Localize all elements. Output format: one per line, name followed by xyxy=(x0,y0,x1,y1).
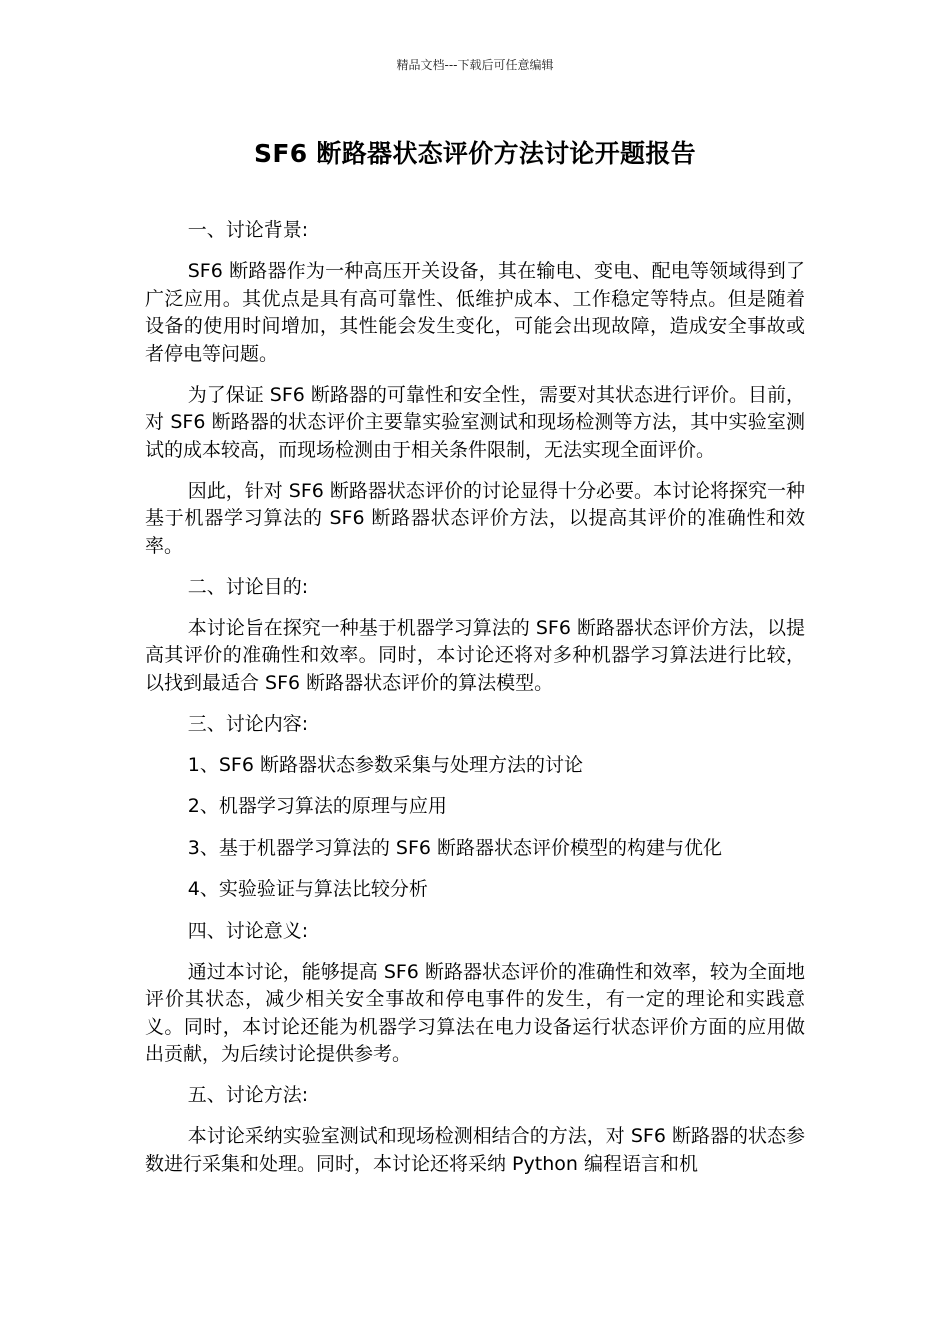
content-list-item: 4、实验验证与算法比较分析 xyxy=(187,878,428,900)
significance-paragraph-1: 通过本讨论，能够提高 SF6 断路器状态评价的准确性和效率，较为全面地评价其状态，减少相关安全事故和停电事件的发生，有一定的理论和实践意义。同时，本讨论还能为机器学习算法在电力设备运行状态评价方面的应用做出贡献，为后续讨论提供参考。 xyxy=(145,960,805,1065)
background-paragraph-1: SF6 断路器作为一种高压开关设备，其在输电、变电、配电等领域得到了广泛应用。其优点是具有高可靠性、低维护成本、工作稳定等特点。但是随着设备的使用时间增加，其性能会发生变化，可能会出现故障，造成安全事故或者停电等问题。 xyxy=(145,260,805,365)
page-title: SF6 断路器状态评价方法讨论开题报告 xyxy=(254,139,696,168)
section-heading-content: 三、讨论内容: xyxy=(187,712,309,735)
content-list-item: 3、基于机器学习算法的 SF6 断路器状态评价模型的构建与优化 xyxy=(187,836,722,859)
content-list-item: 2、机器学习算法的原理与应用 xyxy=(187,795,447,817)
method-paragraph-1: 本讨论采纳实验室测试和现场检测相结合的方法，对 SF6 断路器的状态参数进行采集和处理。同时，本讨论还将采纳 Python 编程语言和机 xyxy=(145,1125,805,1175)
header-note: 精品文档---下载后可任意编辑 xyxy=(396,58,554,72)
section-heading-method: 五、讨论方法: xyxy=(187,1084,309,1106)
content-list-item: 1、SF6 断路器状态参数采集与处理方法的讨论 xyxy=(187,753,583,776)
purpose-paragraph-1: 本讨论旨在探究一种基于机器学习算法的 SF6 断路器状态评价方法，以提高其评价的准确性和效率。同时，本讨论还将对多种机器学习算法进行比较，以找到最适合 SF6 断路器状态评价的算法模型。 xyxy=(145,616,805,694)
section-heading-background: 一、讨论背景: xyxy=(187,219,309,241)
section-heading-significance: 四、讨论意义: xyxy=(187,919,309,942)
document-body xyxy=(145,217,805,1192)
background-paragraph-3: 因此，针对 SF6 断路器状态评价的讨论显得十分必要。本讨论将探究一种基于机器学习算法的 SF6 断路器状态评价方法，以提高其评价的准确性和效率。 xyxy=(145,479,805,557)
section-heading-purpose: 二、讨论目的: xyxy=(187,575,309,598)
background-paragraph-2: 为了保证 SF6 断路器的可靠性和安全性，需要对其状态进行评价。目前，对 SF6 断路器的状态评价主要靠实验室测试和现场检测等方法，其中实验室测试的成本较高，而现场检测由于相关条件限制，无法实现全面评价。 xyxy=(145,383,805,461)
